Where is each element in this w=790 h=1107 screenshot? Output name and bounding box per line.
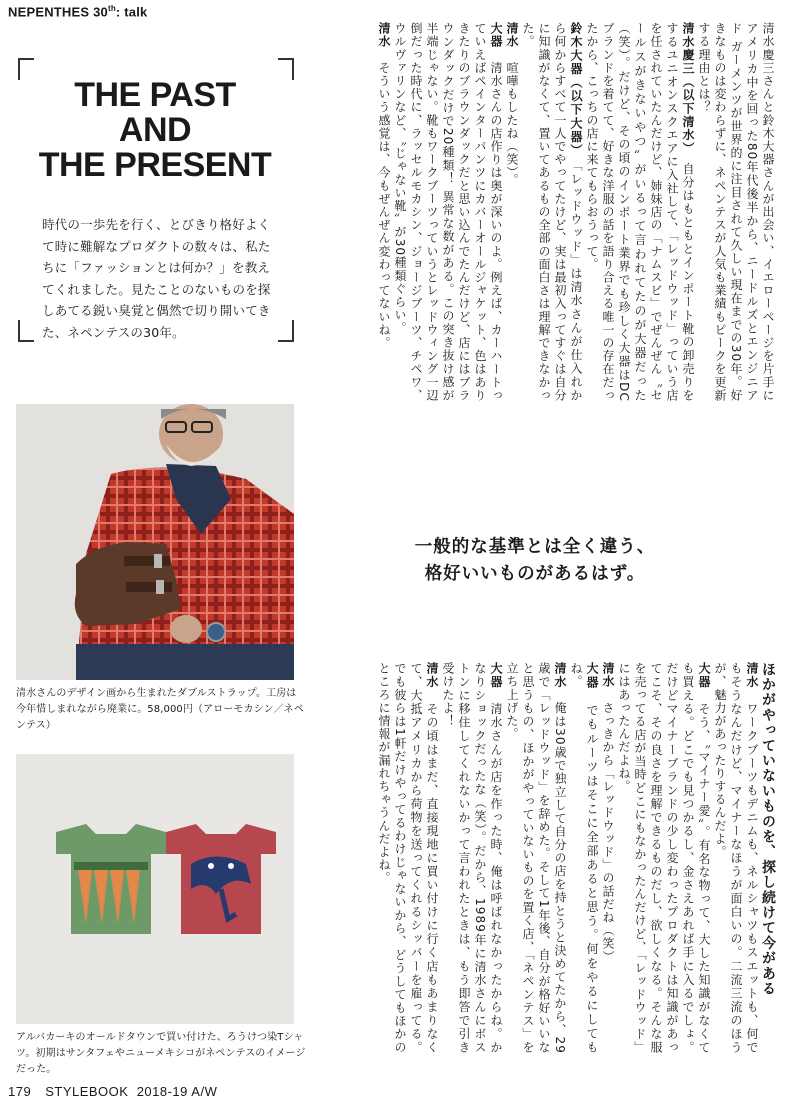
running-footer xyxy=(8,1084,217,1099)
photo-caption-1: 清水さんのデザイン画から生まれたダブルストラップ。工房は今年惜しまれながら廃業に。58,000円（アローモカシン／ネペンテス） xyxy=(16,688,304,731)
speaker-shimizu: 清水 xyxy=(505,22,519,49)
frame-corner-bottom-left xyxy=(18,320,34,342)
intro-text: 清水慶三さんと鈴木大器さんが出会い、イエローページを片手にアメリカ中を回った80年代後半から、ニードルズとエンジニアド ガーメンツが世界的に注目されて久しい現在までの30年。好きなものは変わらずに、ネペンテスが人気も業績もピークを更新する理由とは？ xyxy=(697,22,775,402)
speaker-shimizu: 清水慶三（以下清水） xyxy=(681,22,695,150)
speaker-suzuki: 鈴木大器（以下大器） xyxy=(569,22,583,152)
photo-tshirts-illustration xyxy=(16,754,294,1024)
article-title xyxy=(30,78,280,183)
title-line-1: THE PAST xyxy=(74,76,236,114)
speaker-shimizu: 清水 xyxy=(745,662,759,690)
section-label: : talk xyxy=(115,4,148,20)
subheading: ほかがやっていないものを、探し続けて今がある xyxy=(760,662,776,997)
speaker-shimizu: 清水 xyxy=(425,662,439,690)
issue-number-suffix: th xyxy=(107,4,116,13)
photo-man-with-boot-illustration xyxy=(16,404,294,680)
speaker-shimizu: 清水 xyxy=(553,662,567,689)
magazine-name: NEPENTHES xyxy=(8,4,90,20)
frame-corner-top-left xyxy=(18,58,34,80)
speech: 自分はもともとインポート靴の卸売りをするユニオンスクエアに入社して、「レッドウッド」っていう店を任されていたんだけど、姉妹店の「ナムスビ」でぜんぜん〝セールスがきないやつ〟がいるって言われてたのが大器だった（笑）。だけど、その頃のインポート業界でも珍しく大器はDCブランドを着てて、好きな洋服の話を語り合える唯一の存在だったから、こっちの店に来てもらおうって。 xyxy=(585,22,695,402)
photo-caption-2: アルバカーキのオールドタウンで買い付けた、ろうけつ染Tシャツ。初期はサンタフェやニューメキシコがネペンテスのイメージだった。 xyxy=(16,1032,306,1075)
speech: そういう感覚は、今もぜんぜん変わってないね。 xyxy=(377,61,391,350)
speech: 俺は30歳で独立して自分の店を持とうと決めてたから、29歳で「レッドウッド」を辞めた。そして1年後、自分が格好いいなと思うもの、ほかがやっていないものを置く店、「ネペンテス」を立ち上げた。 xyxy=(505,662,567,1054)
speaker-daiki: 大器 xyxy=(489,662,503,690)
speaker-daiki: 大器 xyxy=(585,662,599,691)
publication-title: STYLEBOOK xyxy=(45,1084,129,1099)
frame-corner-top-right xyxy=(278,58,294,80)
body-column-bottom xyxy=(350,662,776,1054)
speech: 「レッドウッド」は清水さんが仕入れから何からすべて一人でやってたけど、実は最初入ってすぐは自分に知識がなくて、置いてあるもの全部の面白さは理解できなかった。 xyxy=(521,22,583,402)
photo-tshirts xyxy=(16,754,294,1024)
speech: 喧嘩もしたね（笑）。 xyxy=(505,61,519,187)
speaker-daiki: 大器 xyxy=(697,662,711,689)
speaker-daiki: 大器 xyxy=(489,22,503,49)
speech: さっきから「レッドウッド」の話だね（笑） xyxy=(601,701,615,964)
speech: 清水さんの店作りは奥が深いのよ。例えば、カーハートっていえばペインターパンツにカバーオールジャケット、色はありきたりのブラウンダックだと思い込んでたんだけど、店にはブラウンダックだけで20種類！ 異常な数がある。この突き抜け感が半端じゃない。靴もワークブーツっていうとレッドウィング一辺倒だった時代に、ラッセルモカシン、ジョージブーツ、チペワ、ウルヴァリンなど、〝じゃない靴〟が30種類ぐらい。 xyxy=(393,22,503,402)
pull-quote xyxy=(370,534,700,588)
speech: その頃はまだ、直接現地に買い付けに行く店もあまりなくて、大抵アメリカから荷物を送ってくれるシッパーを雇ってる。でも彼らは1軒だけやってるわけじゃないから、どうしてもほかのところに情報が漏れちゃうんだよね。 xyxy=(377,662,439,1054)
title-line-3: THE PRESENT xyxy=(38,146,272,184)
speaker-shimizu: 清水 xyxy=(377,22,391,49)
issue-number: 30 xyxy=(93,4,108,20)
speech: 清水さんが店を作った時、俺は呼ばれなかったからね。かなりショックだったな（笑）。だから、1989年に清水さんにボストンに移住してくれないかって言われたときは、もう即答で引き受けたよ！ xyxy=(441,662,503,1054)
title-line-2: AND xyxy=(118,111,192,149)
body-column-top xyxy=(350,22,776,402)
pull-quote-line-2: 格好いいものがあるはず。 xyxy=(424,564,646,584)
pull-quote-line-1: 一般的な基準とは全く違う、 xyxy=(414,537,656,557)
running-header xyxy=(8,4,147,19)
speech: ワークブーツもデニムも、ネルシャツもスエットも、何でもそうなんだけど、マイナーなほうが面白いの。二流三流のほうが、魅力があったりするんだよ。 xyxy=(713,662,759,1054)
publication-issue: 2018-19 A/W xyxy=(136,1084,218,1099)
speaker-shimizu: 清水 xyxy=(601,662,615,689)
page-number: 179 xyxy=(8,1084,32,1099)
photo-man-with-boot xyxy=(16,404,294,680)
speech: でもルーツはそこに全部あると思う。何をやるにしてもね。 xyxy=(569,662,599,1054)
lead-paragraph: 時代の一歩先を行く、とびきり格好よくて時に難解なプロダクトの数々は、私たちに「ファッションとは何か？」を教えてくれました。見たことのないものを探しあてる鋭い臭覚と偶然で切り開いてきた、ネペンテスの30年。 xyxy=(42,217,271,340)
speech: そう、〝マイナー愛〟。有名な物って、大した知識がなくても買える。どこでも見つかるし、金さえあれば手に入るでしょ。だけどマイナーブランドの少し変わったプロダクトは知識があってこそ、その良さを理解できるものだし、欲しくなる。そんな服を売ってる店が当時どこにもなかったんだけど、「レッドウッド」にはあったんだよね。 xyxy=(617,662,711,1054)
